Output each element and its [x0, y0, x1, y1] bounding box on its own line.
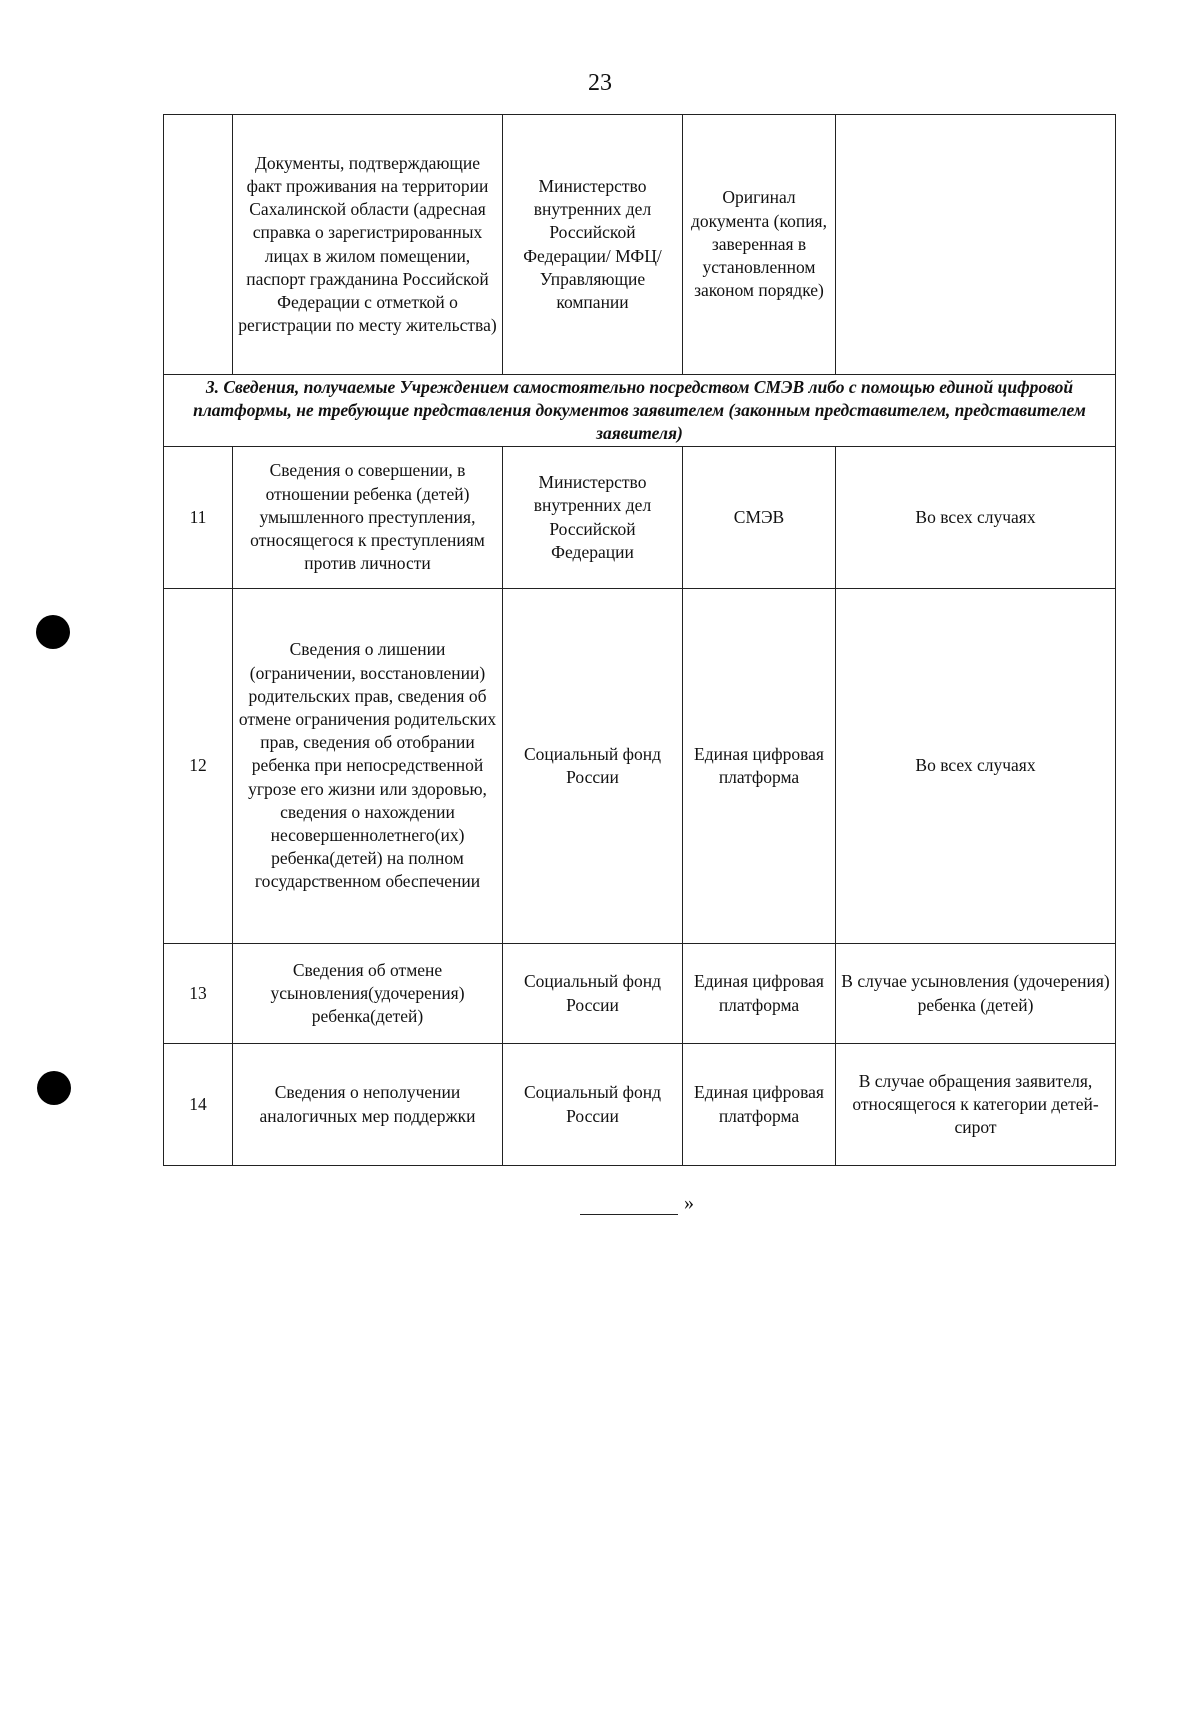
when-cell: В случае обращения заявителя, относящегося к категории детей-сирот [836, 1044, 1116, 1166]
info-cell: Сведения об отмене усыновления(удочерения) ребенка(детей) [233, 944, 503, 1044]
closing-quote: » [684, 1192, 694, 1214]
punch-hole-mark [36, 615, 70, 649]
source-cell: Социальный фонд России [503, 589, 683, 944]
row-number-cell: 13 [164, 944, 233, 1044]
page-number: 23 [588, 70, 612, 96]
when-cell [836, 115, 1116, 375]
section-row [164, 375, 1116, 447]
row-number-cell: 12 [164, 589, 233, 944]
source-cell: Социальный фонд России [503, 944, 683, 1044]
info-cell: Документы, подтверждающие факт проживания на территории Сахалинской области (адресная справка о зарегистрированных лицах в жилом помещении, паспорт гражданина Российской Федерации с отметкой о регистрации по месту жительства) [233, 115, 503, 375]
punch-hole-mark [37, 1071, 71, 1105]
method-cell: Единая цифровая платформа [683, 589, 836, 944]
info-cell: Сведения о совершении, в отношении ребенка (детей) умышленного преступления, относящегося к преступлениям против личности [233, 447, 503, 589]
closing-mark [580, 1192, 694, 1215]
source-cell: Министерство внутренних дел Российской Федерации [503, 447, 683, 589]
source-cell: Социальный фонд России [503, 1044, 683, 1166]
info-cell: Сведения о неполучении аналогичных мер поддержки [233, 1044, 503, 1166]
table-row [164, 589, 1116, 944]
row-number-cell: 14 [164, 1044, 233, 1166]
method-cell: Единая цифровая платформа [683, 1044, 836, 1166]
when-cell: Во всех случаях [836, 447, 1116, 589]
method-cell: Оригинал документа (копия, заверенная в установленном законом порядке) [683, 115, 836, 375]
source-cell: Министерство внутренних дел Российской Федерации/ МФЦ/ Управляющие компании [503, 115, 683, 375]
documents-table [163, 114, 1116, 1166]
method-cell: СМЭВ [683, 447, 836, 589]
row-number-cell: 11 [164, 447, 233, 589]
table-row [164, 447, 1116, 589]
info-cell: Сведения о лишении (ограничении, восстановлении) родительских прав, сведения об отмене ограничения родительских прав, сведения об отобрании ребенка при непосредственной угрозе его жизни или здоровью, сведения о нахождении несовершеннолетнего(их) ребенка(детей) на полном государственном обеспечении [233, 589, 503, 944]
when-cell: Во всех случаях [836, 589, 1116, 944]
table-row [164, 1044, 1116, 1166]
closing-underline [580, 1196, 678, 1215]
section-heading: 3. Сведения, получаемые Учреждением самостоятельно посредством СМЭВ либо с помощью единой цифровой платформы, не требующие представления документов заявителем (законным представителем, представителем заявителя) [164, 375, 1116, 447]
table-row [164, 115, 1116, 375]
when-cell: В случае усыновления (удочерения) ребенка (детей) [836, 944, 1116, 1044]
table-row [164, 944, 1116, 1044]
row-number-cell [164, 115, 233, 375]
method-cell: Единая цифровая платформа [683, 944, 836, 1044]
